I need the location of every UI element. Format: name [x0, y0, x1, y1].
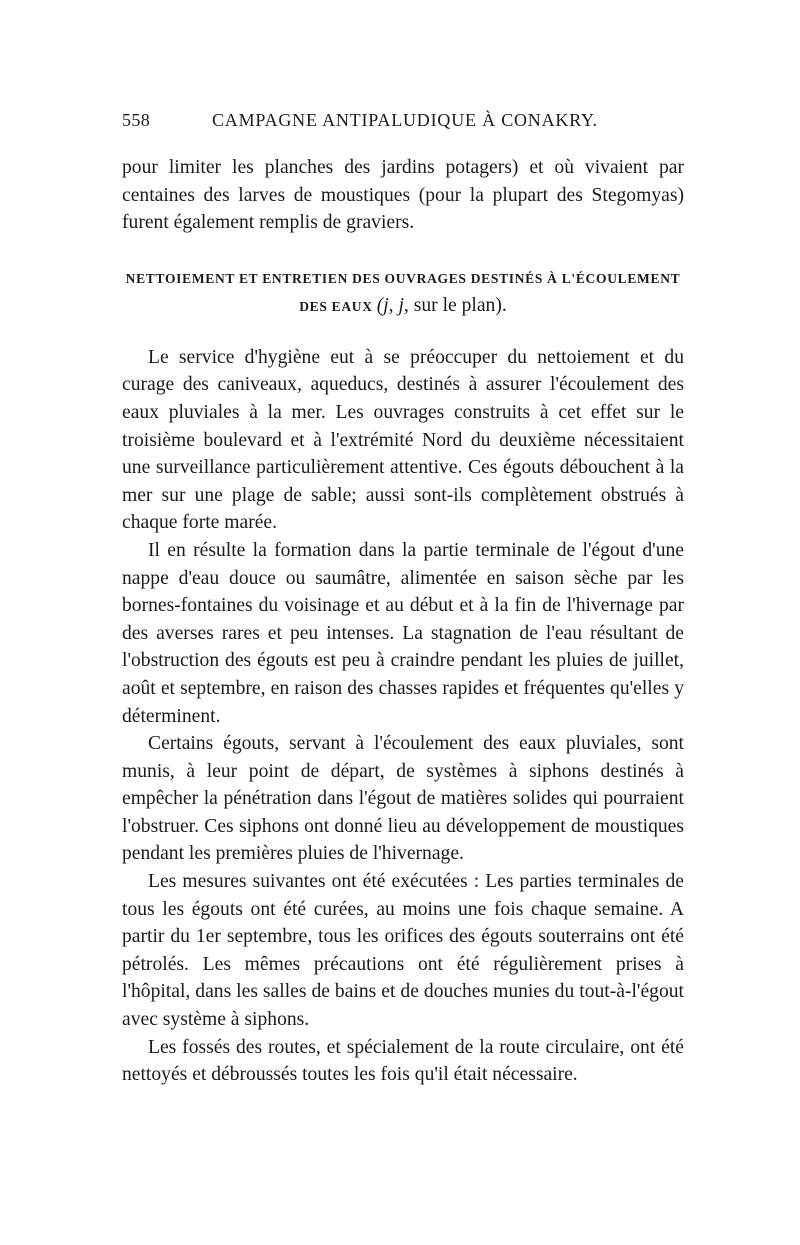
body-paragraph: Il en résulte la formation dans la partie terminale de l'égout d'une nappe d'eau douce ou saumâtre, alimentée en saison sèche par les bornes-fontaines du voisinage et au début et à la fin de l'hivernage par des averses rares et peu intenses. La stagnation de l'eau résultant de l'obstruction des égouts est peu à craindre pendant les pluies de juillet, août et septembre, en raison des chasses rapides et fréquentes qu'elles y déterminent.: [122, 539, 684, 727]
body-paragraph: Certains égouts, servant à l'écoulement des eaux pluviales, sont munis, à leur point de départ, de systèmes à siphons destinés à empêcher la pénétration dans l'égout de matières solides qui pourraient l'obstruer. Ces siphons ont donné lieu au développement de moustiques pendant les premières pluies de l'hivernage.: [122, 733, 684, 865]
section-heading-tail: sur le plan).: [408, 294, 507, 316]
intro-paragraph: pour limiter les planches des jardins potagers) et où vivaient par centaines des larves de moustiques (pour la plupart des Stegomyas) furent également remplis de graviers.: [122, 157, 684, 234]
section-heading-line1: NETTOIEMENT ET ENTRETIEN DES OUVRAGES DESTINÉS À L'ÉCOULEMENT: [125, 270, 681, 286]
running-title: CAMPAGNE ANTIPALUDIQUE À CONAKRY.: [212, 110, 598, 130]
section-heading-plan-ref: (j, j,: [376, 294, 409, 316]
section-heading-smallcaps: DES EAUX: [299, 298, 373, 314]
running-header: [122, 110, 684, 144]
body-paragraph: Les mesures suivantes ont été exécutées : Les parties terminales de tous les égouts ont été curées, au moins une fois chaque semaine. A partir du 1er septembre, tous les orifices des égouts souterrains ont été pétrolés. Les mêmes précautions ont été régulièrement prises à l'hôpital, dans les salles de bains et de douches munies du tout-à-l'égout avec système à siphons.: [122, 871, 684, 1031]
document-page: [122, 110, 684, 1089]
section-heading: [122, 265, 684, 320]
body-paragraph: Les fossés des routes, et spécialement de la route circulaire, ont été nettoyés et débroussés toutes les fois qu'il était nécessaire.: [122, 1036, 684, 1086]
section-heading-line2: [122, 292, 684, 320]
body-paragraph: Le service d'hygiène eut à se préoccuper du nettoiement et du curage des caniveaux, aqueducs, destinés à assurer l'écoulement des eaux pluviales à la mer. Les ouvrages construits à cet effet sur le troisième boulevard et à l'extrémité Nord du deuxième nécessitaient une surveillance particulièrement attentive. Ces égouts débouchent à la mer sur une plage de sable; aussi sont-ils complètement obstrués à chaque forte marée.: [122, 346, 684, 534]
page-number: 558: [122, 110, 151, 130]
